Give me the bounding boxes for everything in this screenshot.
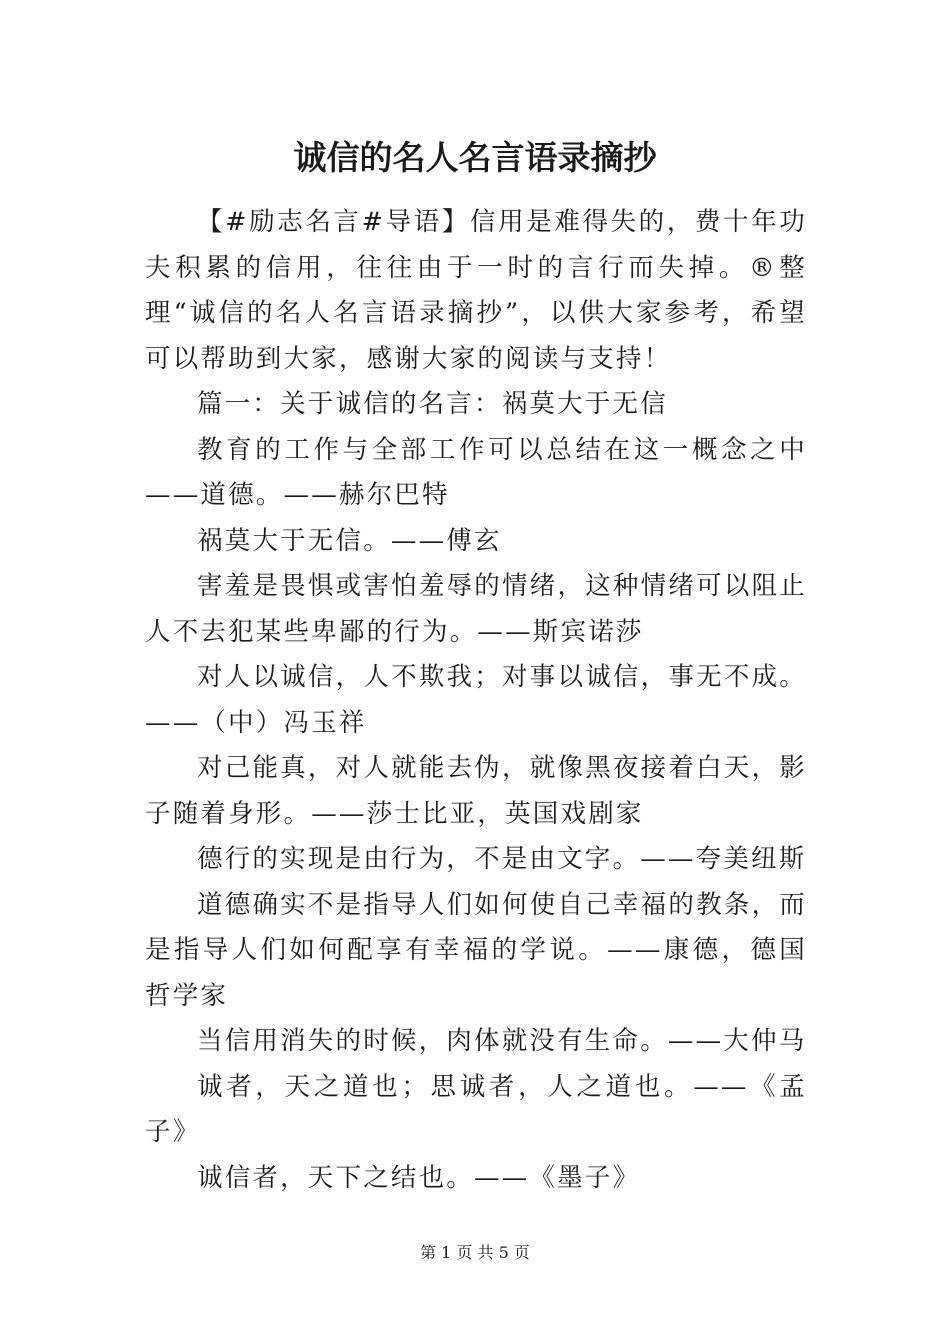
page-number-footer: 第 1 页 共 5 页 (420, 1243, 530, 1262)
paragraph-quote: 道德确实不是指导人们如何使自己幸福的教条，而是指导人们如何配享有幸福的学说。——康德，德国哲学家 (145, 889, 807, 1011)
paragraph-quote: 德行的实现是由行为，不是由文字。——夸美纽斯 (197, 844, 807, 874)
document-body (145, 200, 807, 1201)
paragraph-quote: 害羞是畏惧或害怕羞辱的情绪，这种情绪可以阻止人不去犯某些卑鄙的行为。——斯宾诺莎 (145, 571, 807, 647)
paragraph-quote: 教育的工作与全部工作可以总结在这一概念之中——道德。——赫尔巴特 (145, 434, 807, 510)
paragraph-quote: 对己能真，对人就能去伪，就像黑夜接着白天，影子随着身形。——莎士比亚，英国戏剧家 (145, 753, 807, 829)
paragraph-quote: 诚信者，天下之结也。——《墨子》 (197, 1162, 641, 1193)
paragraph-quote: 祸莫大于无信。——傅玄 (197, 525, 502, 556)
paragraph-quote: 诚者，天之道也；思诚者，人之道也。——《孟子》 (145, 1071, 807, 1147)
paragraph-quote: 当信用消失的时候，肉体就没有生命。——大仲马 (197, 1026, 807, 1056)
document-title: 诚信的名人名言语录摘抄 (293, 138, 657, 177)
paragraph-quote: 对人以诚信，人不欺我；对事以诚信，事无不成。——（中）冯玉祥 (145, 662, 807, 738)
paragraph-intro: 【#励志名言#导语】信用是难得失的，费十年功夫积累的信用，往往由于一时的言行而失掉。®整理“诚信的名人名言语录摘抄”，以供大家参考，希望可以帮助到大家，感谢大家的阅读与支持！ (145, 207, 807, 374)
paragraph-section-heading: 篇一：关于诚信的名言：祸莫大于无信 (197, 389, 668, 419)
